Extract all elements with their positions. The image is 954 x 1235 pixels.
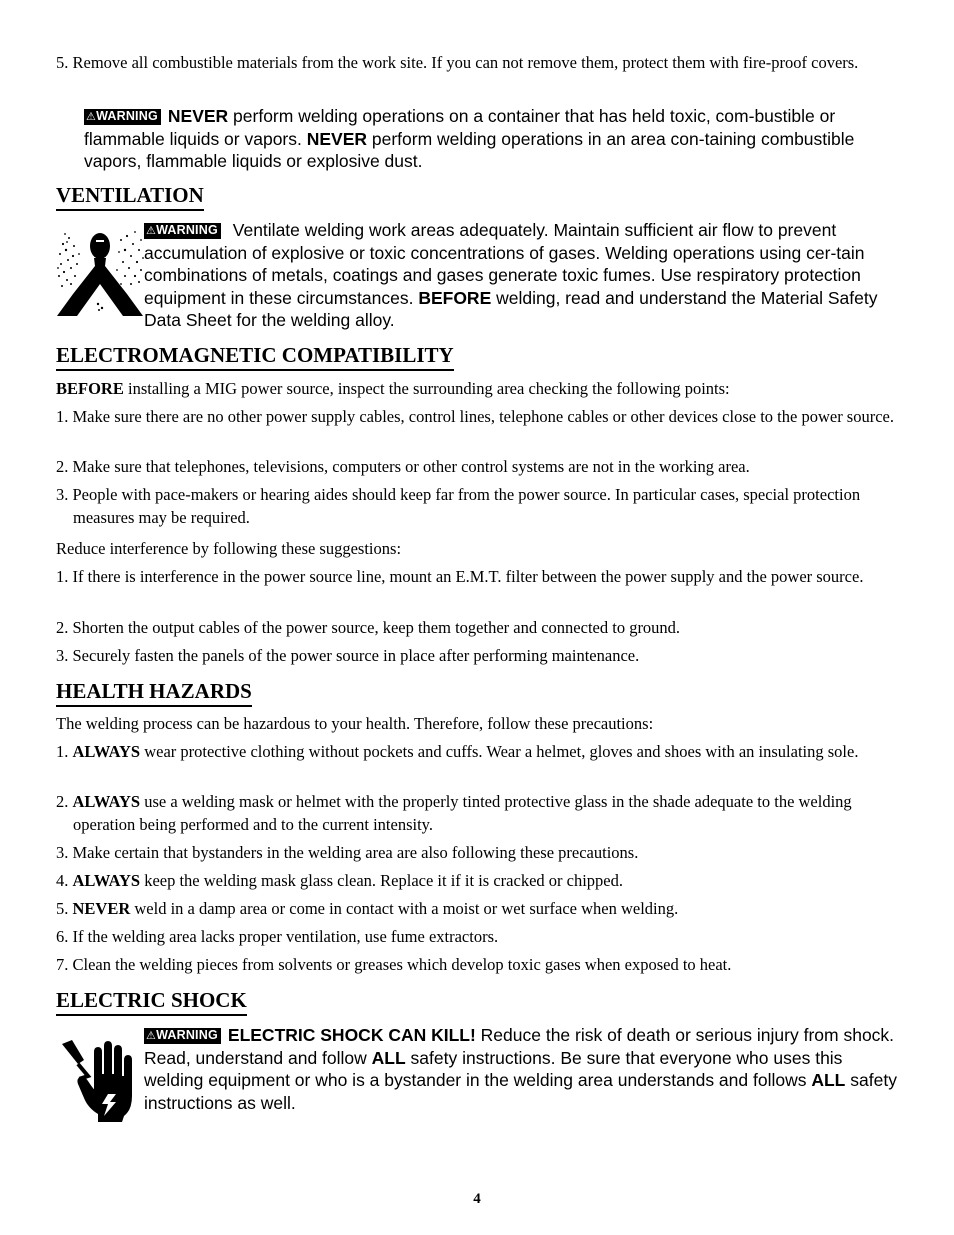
emc-heading: ELECTROMAGNETIC COMPATIBILITY: [56, 343, 454, 371]
always-emphasis: ALWAYS: [72, 742, 141, 761]
ventilation-heading: VENTILATION: [56, 183, 204, 211]
electric-shock-hand-icon: [58, 1038, 134, 1122]
warning-badge: [144, 223, 221, 239]
never-emphasis: NEVER: [306, 128, 368, 149]
all-emphasis: ALL: [371, 1047, 406, 1068]
ventilation-warning: [144, 219, 898, 332]
item-text: Make certain that bystanders in the welding area are also following these precautions.: [72, 843, 639, 862]
warning-text: Reduce the risk of death or serious injury from shock. Read, understand and follow: [144, 1025, 895, 1068]
health-precaution-item: [56, 897, 915, 920]
health-precaution-item: [56, 953, 915, 976]
warning-text: safety instructions. Be sure that everyone who uses this welding equipment or who is a bystander in the welding area understands and follows: [144, 1047, 843, 1090]
warning-text: Ventilate welding work areas adequately. Maintain sufficient air flow to prevent accumulation of explosive or toxic concentrations of gases. Welding operations using cer-tain combinations of metals, coatings and gases generate toxic fumes. Use respiratory protection equipment in these circumstances.: [144, 220, 865, 308]
electric-shock-heading: ELECTRIC SHOCK: [56, 988, 247, 1016]
warning-triangle-icon: ⚠: [146, 225, 157, 237]
emc-intro-text: installing a MIG power source, inspect the surrounding area checking the following points:: [123, 379, 730, 398]
warning-text: perform welding operations in an area con-taining combustible vapors, flammable liquids or explosive dust.: [84, 128, 855, 171]
all-emphasis: ALL: [811, 1070, 846, 1090]
item-text: wear protective clothing without pockets and cuffs. Wear a helmet, gloves and shoes with an insulating sole.: [140, 742, 859, 761]
item-number: 4.: [56, 871, 73, 890]
emc-intro: [56, 377, 898, 400]
warning-text: welding, read and understand the Material Safety Data Sheet for the welding alloy.: [144, 287, 878, 330]
item-text: If the welding area lacks proper ventilation, use fume extractors.: [72, 927, 499, 946]
emc-check-item: 3. People with pace-makers or hearing aides should keep far from the power source. In particular cases, special protection measures may be required.: [56, 485, 861, 527]
always-emphasis: ALWAYS: [72, 871, 141, 890]
page-number: 4: [473, 1191, 481, 1207]
shock-can-kill-emphasis: ELECTRIC SHOCK CAN KILL!: [227, 1025, 476, 1045]
emc-reduce-intro: Reduce interference by following these suggestions:: [56, 539, 402, 558]
warning-badge: [84, 109, 161, 125]
warning-triangle-icon: ⚠: [86, 111, 97, 123]
never-emphasis: NEVER: [167, 106, 229, 126]
item-text: use a welding mask or helmet with the properly tinted protective glass in the shade adequate to the welding operation being performed and to the current intensity.: [73, 792, 852, 834]
emc-check-item: 1. Make sure there are no other power supply cables, control lines, telephone cables or other devices close to the power source.: [56, 407, 894, 426]
health-intro: The welding process can be hazardous to your health. Therefore, follow these precautions:: [56, 714, 654, 733]
health-precaution-item: [56, 790, 915, 836]
warning-badge: [144, 1028, 221, 1044]
never-emphasis: NEVER: [72, 899, 131, 918]
health-precaution-item: [56, 740, 915, 763]
warning-badge-label: WARNING: [156, 223, 218, 237]
fume-inhalation-hazard-icon: [55, 224, 145, 320]
emc-suggestion-item: 2. Shorten the output cables of the power source, keep them together and connected to ground.: [56, 618, 681, 637]
before-emphasis: BEFORE: [56, 379, 124, 398]
emc-suggestion-item: 3. Securely fasten the panels of the power source in place after performing maintenance.: [56, 646, 640, 665]
health-precaution-item: [56, 925, 915, 948]
item-number: 7.: [56, 955, 73, 974]
item-number: 3.: [56, 843, 73, 862]
item-text: keep the welding mask glass clean. Replace it if it is cracked or chipped.: [140, 871, 623, 890]
warning-badge-label: WARNING: [96, 109, 158, 123]
combustion-warning: [84, 105, 884, 173]
warning-triangle-icon: ⚠: [146, 1030, 157, 1042]
health-precaution-item: [56, 869, 915, 892]
warning-badge-label: WARNING: [156, 1028, 218, 1042]
electric-shock-warning: [144, 1024, 898, 1114]
always-emphasis: ALWAYS: [72, 792, 141, 811]
combustibles-list-item: [56, 51, 915, 74]
item-number: 6.: [56, 927, 73, 946]
item-number: 5.: [56, 899, 73, 918]
warning-text: perform welding operations on a container that has held toxic, com-bustible or flammable liquids or vapors.: [84, 106, 836, 149]
health-precaution-item: [56, 841, 915, 864]
emc-check-item: 2. Make sure that telephones, televisions, computers or other control systems are not in the working area.: [56, 457, 750, 476]
item-text: weld in a damp area or come in contact with a moist or wet surface when welding.: [130, 899, 679, 918]
item-number: 2.: [56, 792, 73, 811]
emc-suggestion-item: 1. If there is interference in the power source line, mount an E.M.T. filter between the power supply and the power source.: [56, 567, 864, 586]
warning-text: safety instructions as well.: [144, 1070, 897, 1113]
before-emphasis: BEFORE: [418, 287, 492, 308]
item-number: 1.: [56, 742, 73, 761]
health-hazards-heading: HEALTH HAZARDS: [56, 679, 252, 707]
item-text: Clean the welding pieces from solvents or greases which develop toxic gases when exposed to heat.: [72, 955, 732, 974]
combustibles-item-text: 5. Remove all combustible materials from the work site. If you can not remove them, protect them with fire-proof covers.: [56, 53, 859, 72]
